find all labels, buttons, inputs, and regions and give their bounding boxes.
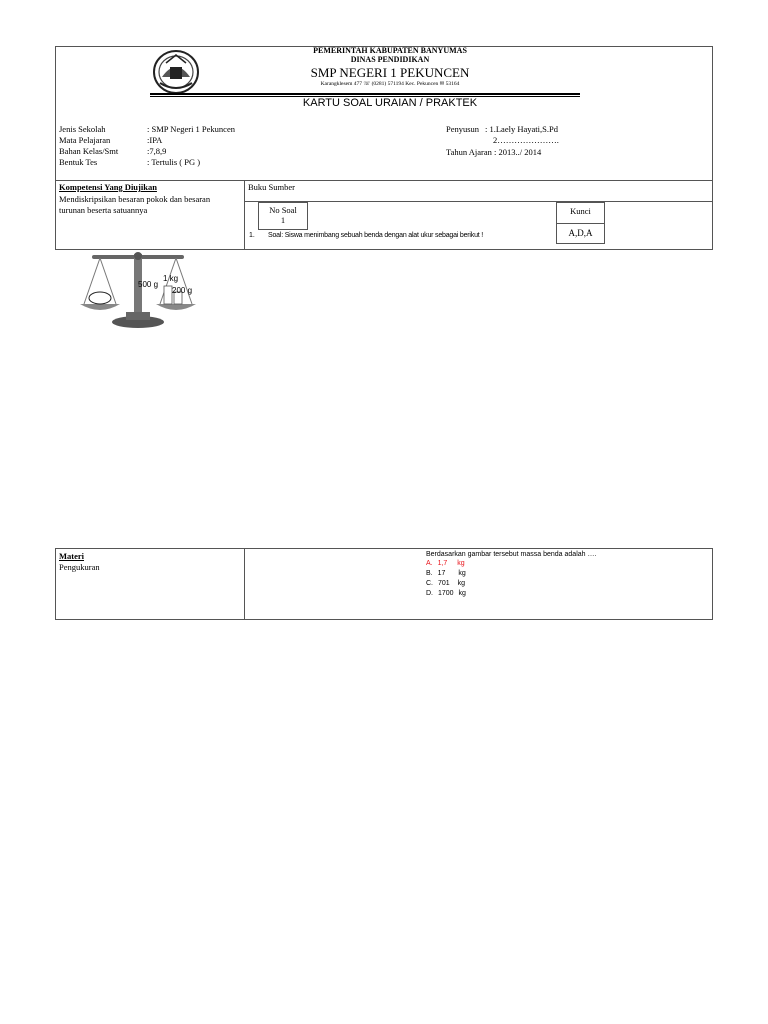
penyusun-2: 2…………………. (493, 135, 559, 145)
option-d-letter: D. (426, 590, 433, 597)
jenis-label: Jenis Sekolah (59, 124, 106, 134)
row-divider-2 (244, 201, 713, 202)
option-d (426, 589, 466, 598)
card-bottom (55, 548, 713, 620)
kompetensi-line1: Mendiskripsikan besaran pokok dan besaran (59, 194, 211, 204)
kompetensi-heading: Kompetensi Yang Diujikan (59, 182, 157, 192)
option-b (426, 569, 466, 578)
mass-200-label: 200 g (172, 286, 193, 295)
penyusun-label: Penyusun (446, 124, 480, 134)
no-soal-value: 1 (280, 215, 286, 225)
kompetensi-line2: turunan beserta satuannya (59, 205, 148, 215)
option-b-unit: kg (458, 570, 466, 577)
option-c-value: 701 (437, 580, 450, 587)
bahan-value: :7,8,9 (147, 146, 167, 156)
bentuk-value: : Tertulis ( PG ) (147, 157, 201, 167)
option-a-letter: A. (426, 560, 433, 567)
jenis-value: : SMP Negeri 1 Pekuncen (147, 124, 235, 134)
mapel-value: :IPA (147, 135, 163, 145)
option-c-unit: kg (457, 580, 465, 587)
soal-text: Soal: Siswa menimbang sebuah benda dengan alat ukur sebagai berikut ! (268, 232, 484, 239)
penyusun-1: : 1.Laely Hayati,S.Pd (485, 124, 558, 134)
option-c-letter: C. (426, 580, 433, 587)
materi-value: Pengukuran (59, 562, 100, 572)
mass-1kg-label: 1 kg (163, 274, 179, 283)
option-a (426, 559, 465, 568)
mapel-label: Mata Pelajaran (59, 135, 111, 145)
col-divider-top (244, 180, 245, 250)
option-a-unit: kg (457, 560, 465, 567)
row-divider-1 (55, 180, 713, 181)
regency-seal-logo (152, 49, 200, 95)
header-gov: PEMERINTAH KABUPATEN BANYUMAS (313, 46, 467, 55)
kunci-divider (556, 223, 605, 224)
soal-number: 1. (249, 232, 255, 239)
header-rule-thick (150, 93, 580, 95)
option-d-unit: kg (458, 590, 466, 597)
kunci-label: Kunci (570, 206, 591, 216)
header-dept: DINAS PENDIDIKAN (350, 55, 430, 64)
option-c (426, 579, 465, 588)
option-a-value: 1,7 (437, 560, 448, 567)
header-school: SMP NEGERI 1 PEKUNCEN (310, 65, 470, 80)
option-d-value: 1700 (437, 590, 454, 597)
kunci-value: A,D,A (568, 228, 593, 238)
question-stem: Berdasarkan gambar tersebut massa benda adalah …. (426, 551, 597, 558)
bahan-label: Bahan Kelas/Smt (59, 146, 119, 156)
col-divider-bottom (244, 548, 245, 620)
buku-sumber: Buku Sumber (248, 182, 295, 192)
bentuk-label: Bentuk Tes (59, 157, 98, 167)
header-address: Karangklesem 477 ☏ (0281) 571194 Kec. Pekuncen ✉ 53164 (320, 81, 460, 87)
tahun-ajaran: Tahun Ajaran : 2013../ 2014 (446, 147, 542, 157)
card-title: KARTU SOAL URAIAN / PRAKTEK (302, 97, 478, 109)
no-soal-label: No Soal (269, 205, 297, 215)
materi-heading: Materi (59, 551, 85, 561)
mass-500-label: 500 g (138, 280, 159, 289)
option-b-letter: B. (426, 570, 433, 577)
option-b-value: 17 (437, 570, 446, 577)
